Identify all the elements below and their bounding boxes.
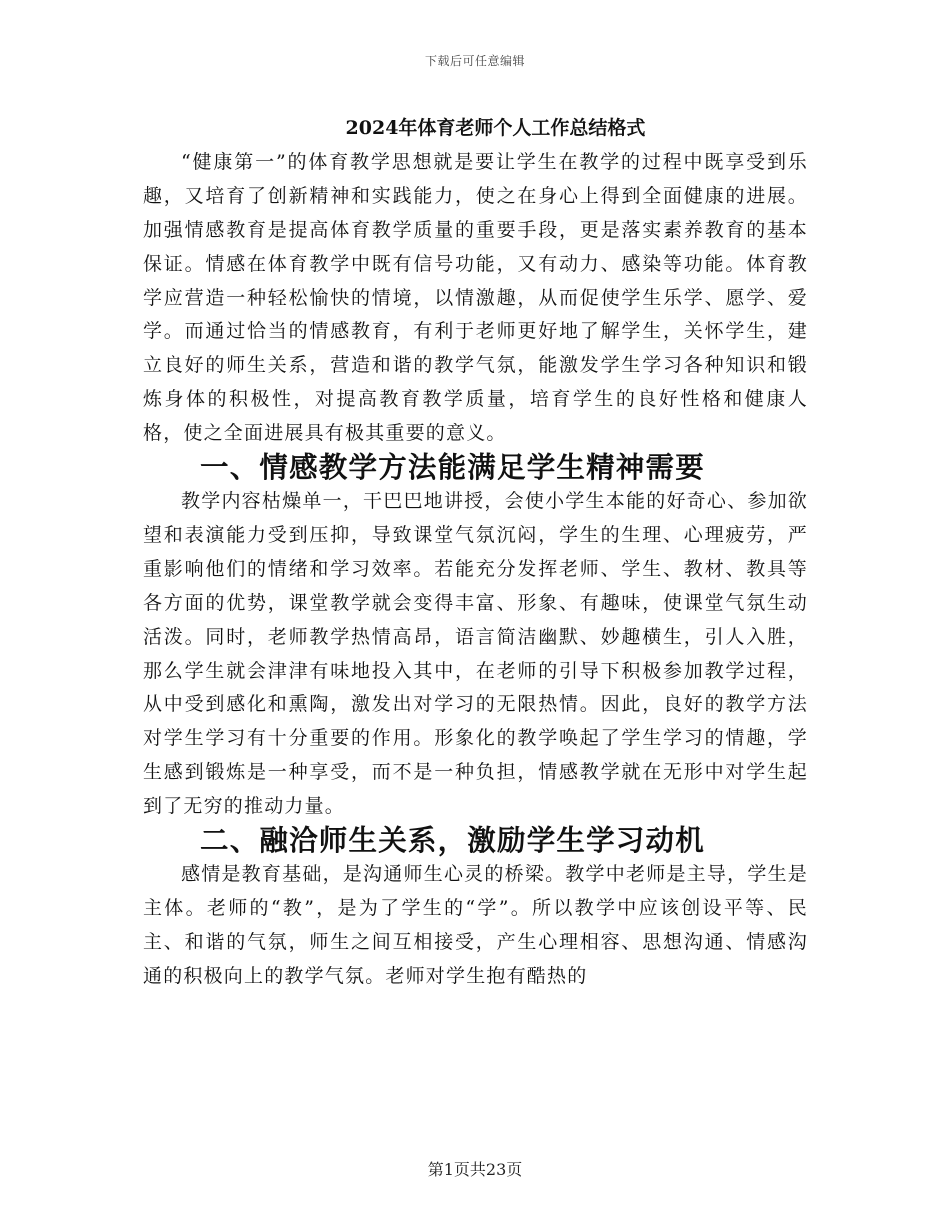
page-header-note: 下载后可任意编辑 xyxy=(424,54,525,68)
paragraph-intro: “健康第一”的体育教学思想就是要让学生在教学的过程中既享受到乐趣，又培育了创新精神和实践能力，使之在身心上得到全面健康的进展。加强情感教育是提高体育教学质量的重要手段，更是落实素养教育的基本保证。情感在体育教学中既有信号功能，又有动力、感染等功能。体育教学应营造一种轻松愉快的情境，以情激趣，从而促使学生乐学、愿学、爱学。而通过恰当的情感教育，有利于老师更好地了解学生，关怀学生，建立良好的师生关系，营造和谐的教学气氛，能激发学生学习各种知识和锻炼身体的积极性，对提高教育教学质量，培育学生的良好性格和健康人格，使之全面进展具有极其重要的意义。 xyxy=(143,150,808,445)
section-heading-1: 一、情感教学方法能满足学生精神需要 xyxy=(200,450,705,485)
document-body xyxy=(143,112,808,994)
page-number-footer: 第1页共23页 xyxy=(427,1160,523,1179)
paragraph-section-2: 感情是教育基础，是沟通师生心灵的桥梁。教学中老师是主导，学生是主体。老师的“教”，是为了学生的“学”。所以教学中应该创设平等、民主、和谐的气氛，师生之间互相接受，产生心理相容、思想沟通、情感沟通的积极向上的教学气氛。老师对学生抱有酷热的 xyxy=(143,862,808,987)
paragraph-section-1: 教学内容枯燥单一，干巴巴地讲授，会使小学生本能的好奇心、参加欲望和表演能力受到压抑，导致课堂气氛沉闷，学生的生理、心理疲劳，严重影响他们的情绪和学习效率。若能充分发挥老师、学生、教材、教具等各方面的优势，课堂教学就会变得丰富、形象、有趣味，使课堂气氛生动活泼。同时，老师教学热情高昂，语言简洁幽默、妙趣横生，引人入胜，那么学生就会津津有味地投入其中，在老师的引导下积极参加教学过程，从中受到感化和熏陶，激发出对学习的无限热情。因此，良好的教学方法对学生学习有十分重要的作用。形象化的教学唤起了学生学习的情趣，学生感到锻炼是一种享受，而不是一种负担，情感教学就在无形中对学生起到了无穷的推动力量。 xyxy=(143,489,808,818)
section-heading-2: 二、融洽师生关系，激励学生学习动机 xyxy=(200,823,705,858)
document-title: 2024年体育老师个人工作总结格式 xyxy=(345,117,646,139)
